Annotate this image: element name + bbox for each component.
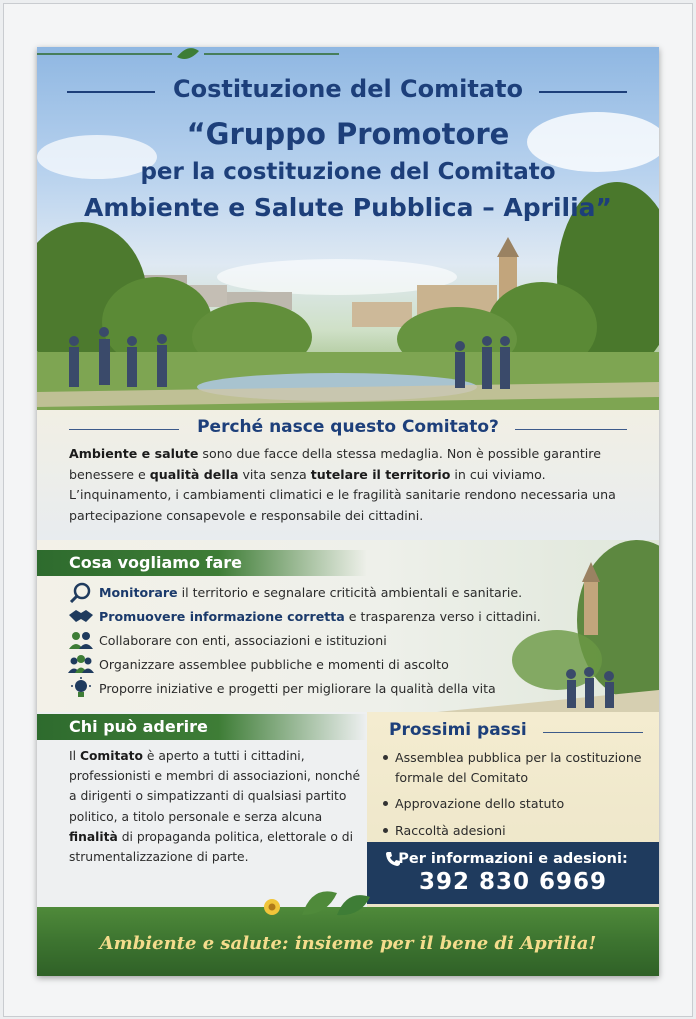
contact-box: [367, 842, 659, 904]
want-title-bar: Cosa vogliamo fare: [37, 550, 367, 576]
footer-slogan: Ambiente e salute: insieme per il bene di Aprilia!: [99, 933, 597, 954]
handshake-icon: [67, 605, 95, 627]
why-paragraph: [69, 444, 639, 526]
lightbulb-icon: [67, 677, 95, 699]
want-item-1: [67, 581, 522, 603]
why-text-3: in cui viviamo. L’inquinamento, i cambiamenti climatici e le fragilità sanitarie rendono necessaria una partecipazione consapevole e responsabile dei cittadini.: [69, 466, 616, 523]
why-section: [37, 410, 659, 540]
who-paragraph: [69, 746, 364, 867]
hero-section: [37, 47, 659, 410]
who-section: [37, 712, 367, 907]
want-section: [37, 540, 659, 712]
want-item-5: [67, 677, 496, 699]
want-item-1-bold: Monitorare: [99, 584, 178, 600]
group-icon: [67, 653, 95, 675]
why-text-2: vita senza: [238, 466, 311, 482]
why-text-1: sono due facce della stessa medaglia. Non è possible garantire benessere e: [69, 446, 601, 482]
header-title-line-2: per la costituzione del Comitato: [140, 159, 556, 185]
why-bold-2: qualità della: [149, 466, 239, 482]
header-subtitle: Costituzione del Comitato: [172, 75, 524, 103]
next-steps-title: Prossimi passi: [389, 720, 527, 740]
people-icon: [67, 629, 95, 651]
header-title-line-1: “Gruppo Promotore: [186, 117, 510, 151]
who-bold-1: Comitato: [79, 749, 143, 763]
want-item-5-text: Proporre iniziative e progetti per migliorare la qualità della vita: [99, 680, 496, 696]
who-text-2: è aperto a tutti i cittadini, professionisti e membri di associazioni, nonché a dirigenti o simpatizzanti di qualsiasi partito politico, a titolo personale e serza alcuna: [69, 749, 361, 824]
want-item-3: [67, 629, 387, 651]
next-step-item: Raccoltà adesioni: [381, 821, 651, 841]
want-item-1-text: il territorio e segnalare criticità ambientali e sanitarie.: [177, 584, 523, 600]
why-bold-3: tutelare il territorio: [310, 466, 451, 482]
contact-phone[interactable]: 392 830 6969: [418, 869, 608, 895]
want-item-2: [67, 605, 541, 627]
want-item-2-bold: Promuovere informazione corretta: [99, 608, 345, 624]
next-steps-rule: [543, 732, 643, 733]
want-item-3-text: Collaborare con enti, associazioni e istituzioni: [99, 632, 387, 648]
why-title: Perché nasce questo Comitato?: [197, 417, 499, 437]
next-steps-list: [381, 748, 651, 847]
want-item-4-text: Organizzare assemblee pubbliche e momenti di ascolto: [99, 656, 449, 672]
want-item-2-text: e trasparenza verso i cittadini.: [344, 608, 541, 624]
next-step-item: Approvazione dello statuto: [381, 794, 651, 814]
who-title-bar: Chi può aderire: [37, 714, 367, 740]
leaf-divider-icon: [37, 47, 339, 61]
header-title-line-3: Ambiente e Salute Pubblica – Aprilia”: [84, 193, 612, 222]
flower-leaves-icon: [242, 885, 382, 921]
next-step-item: Assemblea pubblica per la costituzione formale del Comitato: [381, 748, 651, 787]
magnifier-icon: [67, 581, 95, 603]
who-text-1: Il: [69, 749, 80, 763]
contact-label: Per informazioni e adesioni:: [398, 851, 628, 867]
want-item-4: [67, 653, 449, 675]
who-bold-2: finalità: [69, 829, 118, 844]
poster: [37, 47, 659, 976]
who-text-3: di propaganda politica, elettorale o di strumentalizzazione di parte.: [69, 829, 354, 865]
why-bold-1: Ambiente e salute: [69, 446, 199, 461]
